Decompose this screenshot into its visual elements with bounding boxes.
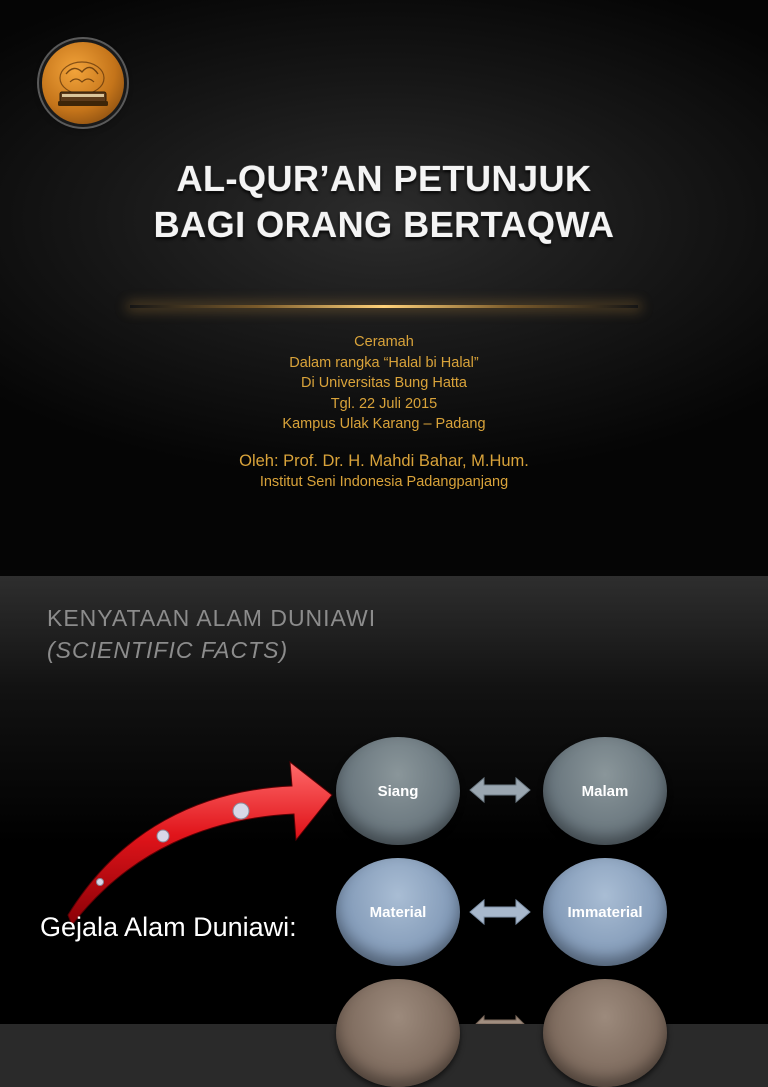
slide-subheading: (SCIENTIFIC FACTS) xyxy=(47,637,289,663)
circle-malam xyxy=(543,737,667,845)
circle-third-right xyxy=(543,979,667,1087)
circle-label: Immaterial xyxy=(567,903,643,921)
circle-label: Material xyxy=(369,903,427,921)
circle-label: Siang xyxy=(377,782,419,800)
event-venue: Di Universitas Bung Hatta xyxy=(300,375,467,391)
author-institution: Institut Seni Indonesia Padangpanjang xyxy=(259,474,509,490)
event-occasion: Dalam rangka “Halal bi Halal” xyxy=(289,354,479,371)
event-type: Ceramah xyxy=(354,334,414,350)
title-line-1: AL-QUR’AN PETUNJUK xyxy=(176,158,592,199)
circle-siang xyxy=(336,737,460,845)
circle-label: Malam xyxy=(581,782,629,800)
gejala-label: Gejala Alam Duniawi: xyxy=(40,912,297,942)
circle-third-left xyxy=(336,979,460,1087)
slide-heading: KENYATAAN ALAM DUNIAWI xyxy=(47,605,377,631)
event-location: Kampus Ulak Karang – Padang xyxy=(282,416,486,432)
double-arrow-icon xyxy=(470,778,530,802)
title-line-2: BAGI ORANG BERTAQWA xyxy=(153,204,615,245)
circle-immaterial xyxy=(543,858,667,966)
author-name: Oleh: Prof. Dr. H. Mahdi Bahar, M.Hum. xyxy=(239,452,529,470)
circle-material xyxy=(336,858,460,966)
event-date: Tgl. 22 Juli 2015 xyxy=(330,395,438,412)
